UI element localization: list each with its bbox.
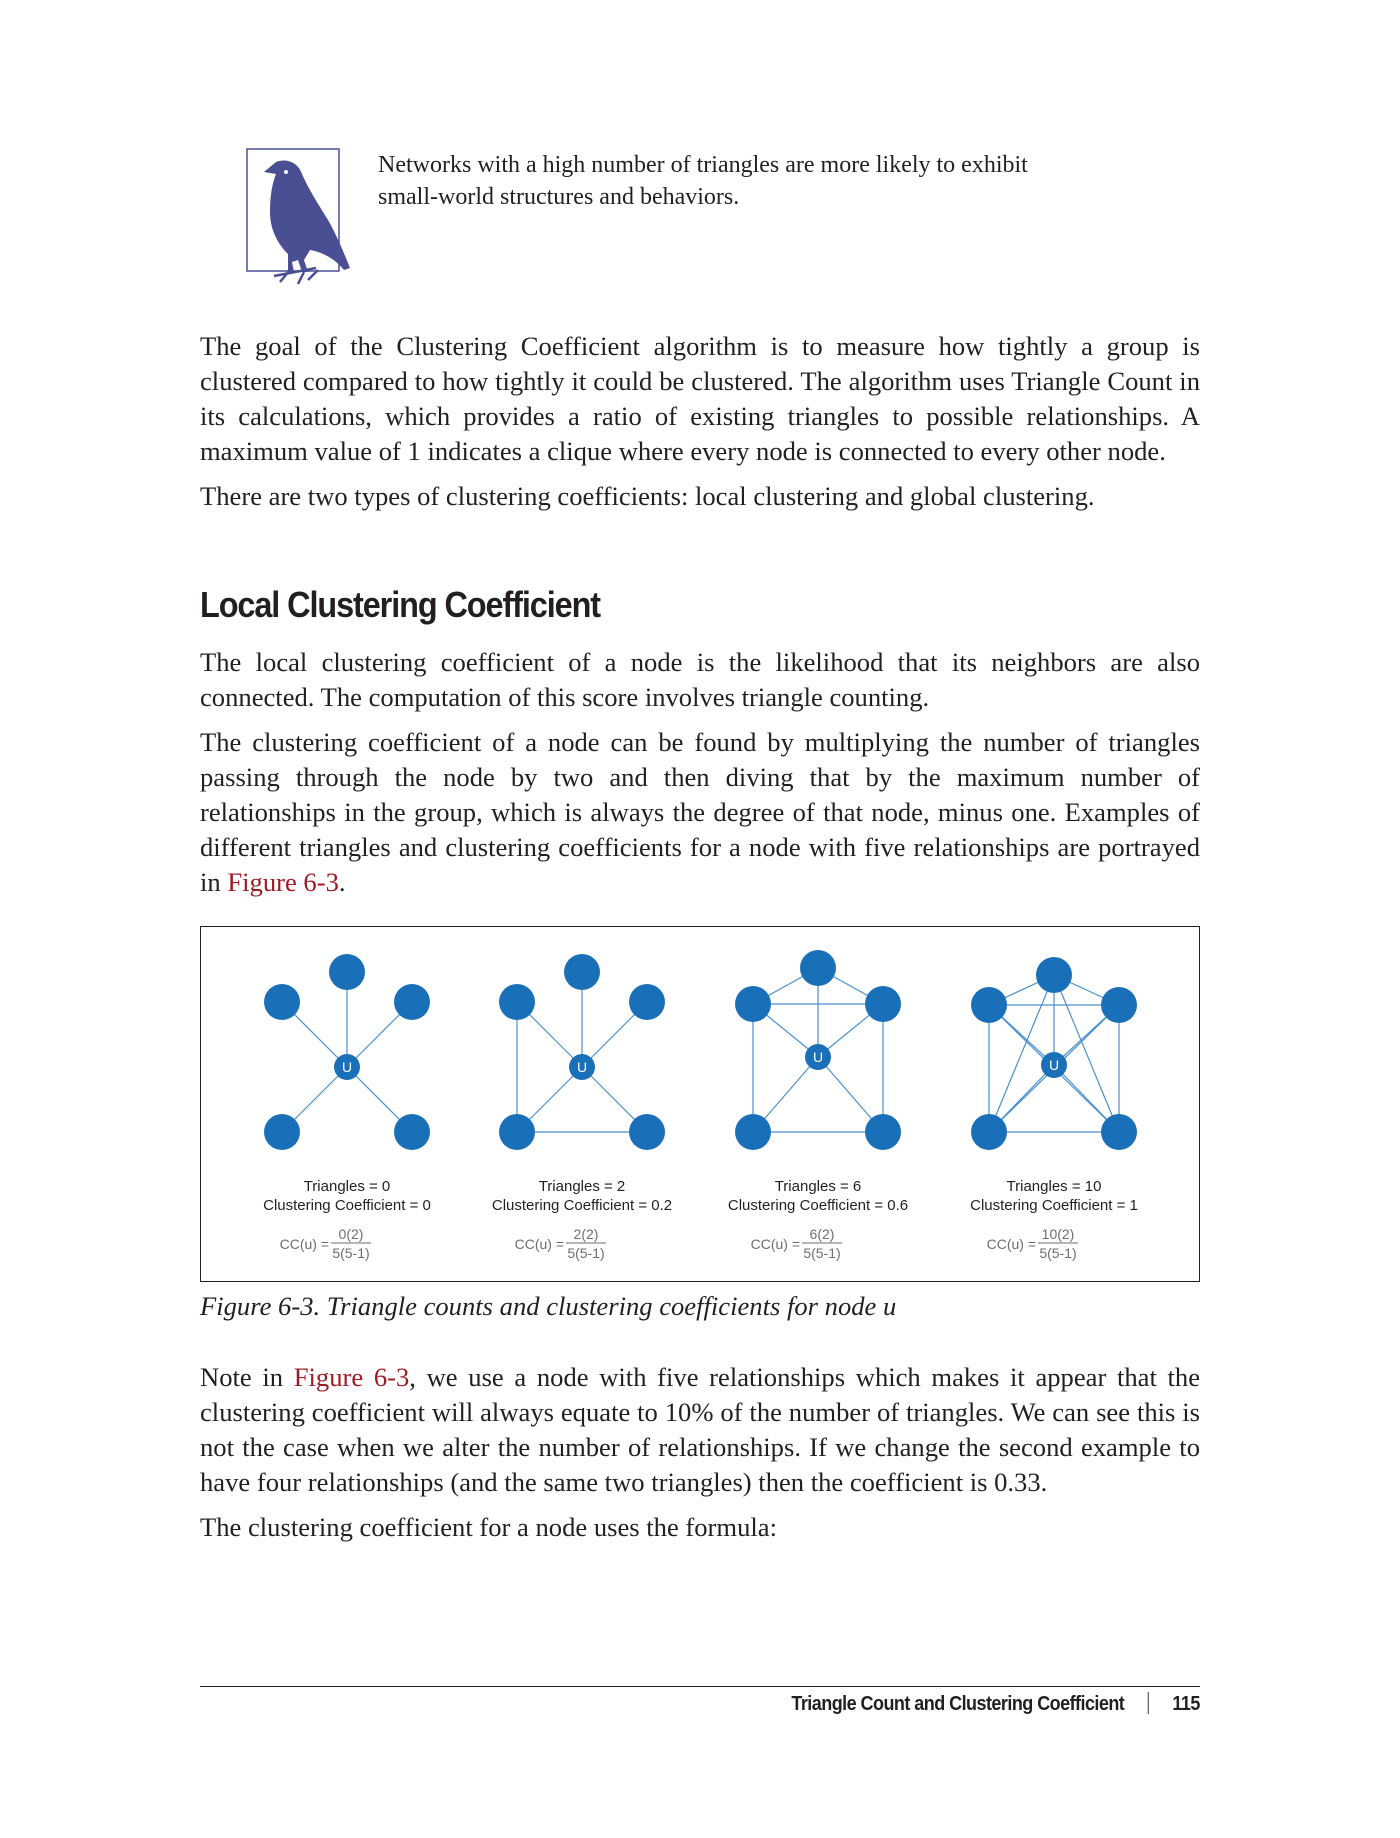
neighbor-node <box>735 1114 771 1150</box>
paragraph-local-definition: The local clustering coefficient of a node is the likelihood that its neighbors are also connected. The computation of this score involves triangle counting. <box>200 647 1200 712</box>
formula-lhs: CC(u) = <box>279 1236 329 1252</box>
paragraph-computation-end: . <box>338 867 346 897</box>
figure-graphs <box>201 927 1201 1283</box>
neighbor-node <box>394 984 430 1020</box>
note-text <box>378 149 1138 213</box>
neighbor-node <box>329 954 365 990</box>
formula-numerator: 2(2) <box>573 1226 599 1242</box>
neighbor-node <box>564 954 600 990</box>
neighbor-node <box>1101 987 1137 1023</box>
running-footer <box>792 1692 1200 1716</box>
paragraph-types: There are two types of clustering coefficients: local clustering and global clustering. <box>200 481 1095 511</box>
formula-denominator: 5(5-1) <box>803 1245 841 1261</box>
clustering-coefficient-label: Clustering Coefficient = 0.2 <box>491 1197 673 1214</box>
neighbor-node <box>499 1114 535 1150</box>
formula-numerator: 10(2) <box>1041 1226 1075 1242</box>
clustering-coefficient-label: Clustering Coefficient = 0.6 <box>727 1197 909 1214</box>
note-line-2: small-world structures and behaviors. <box>378 184 740 210</box>
clustering-coefficient-label: Clustering Coefficient = 1 <box>970 1197 1138 1214</box>
formula-numerator: 6(2) <box>809 1226 835 1242</box>
formula-numerator: 0(2) <box>338 1226 364 1242</box>
neighbor-node <box>264 984 300 1020</box>
node-u-label: U <box>341 1059 353 1075</box>
neighbor-node <box>394 1114 430 1150</box>
formula-denominator: 5(5-1) <box>332 1245 370 1261</box>
graph-panel-1 <box>263 954 431 1261</box>
neighbor-node <box>865 986 901 1022</box>
graph-panel-4 <box>970 957 1138 1261</box>
triangles-label: Triangles = 10 <box>1006 1178 1102 1195</box>
node-u-label: U <box>812 1049 824 1065</box>
page-number: 115 <box>1172 1693 1200 1715</box>
local-cc-paragraphs <box>200 645 1200 900</box>
node-u-label: U <box>1048 1057 1060 1073</box>
neighbor-node <box>499 984 535 1020</box>
note-paragraphs <box>200 1360 1200 1545</box>
neighbor-node <box>865 1114 901 1150</box>
paragraph-note-text: , we use a node with five relationships which makes it appear that the clustering coefficient will always equate to 10% of the number of triangles. We can see this is not the case when we alter the number of relationships. If we change the second example to have four relationships (and the same two triangles) then the coefficient is 0.33. <box>200 1362 1201 1497</box>
triangles-label: Triangles = 0 <box>303 1178 391 1195</box>
formula-denominator: 5(5-1) <box>567 1245 605 1261</box>
triangles-label: Triangles = 6 <box>774 1178 862 1195</box>
section-heading: Local Clustering Coefficient <box>200 584 601 625</box>
neighbor-node <box>1101 1114 1137 1150</box>
paragraph-computation-text: The clustering coefficient of a node can be found by multiplying the number of triangles passing through the node by two and then diving that by the maximum number of relationships in the group, which is always the degree of that node, minus one. Examples of different triangles and clustering coefficients for a node with five relationships are portrayed in <box>200 727 1200 897</box>
intro-paragraphs <box>200 329 1200 514</box>
paragraph-formula-intro: The clustering coefficient for a node uses the formula: <box>200 1512 777 1542</box>
triangles-label: Triangles = 2 <box>538 1178 626 1195</box>
footer-section-title: Triangle Count and Clustering Coefficient <box>791 1693 1125 1715</box>
formula-lhs: CC(u) = <box>514 1236 564 1252</box>
paragraph-note-start: Note in <box>200 1362 294 1392</box>
figure-6-3 <box>200 926 1200 1282</box>
figure-link[interactable]: Figure 6-3 <box>227 867 339 897</box>
neighbor-node <box>971 1114 1007 1150</box>
clustering-coefficient-label: Clustering Coefficient = 0 <box>263 1197 431 1214</box>
neighbor-node <box>629 984 665 1020</box>
node-u-label: U <box>576 1059 588 1075</box>
neighbor-node <box>971 987 1007 1023</box>
neighbor-node <box>735 986 771 1022</box>
neighbor-node <box>800 950 836 986</box>
footer-separator <box>1148 1692 1149 1714</box>
neighbor-node <box>264 1114 300 1150</box>
neighbor-node <box>1036 957 1072 993</box>
formula-lhs: CC(u) = <box>750 1236 800 1252</box>
figure-caption: Figure 6-3. Triangle counts and clustering coefficients for node u <box>200 1291 897 1321</box>
graph-panel-3 <box>728 950 908 1261</box>
formula-lhs: CC(u) = <box>986 1236 1036 1252</box>
note-line-1: Networks with a high number of triangles are more likely to exhibit <box>378 152 1028 178</box>
formula-denominator: 5(5-1) <box>1039 1245 1077 1261</box>
paragraph-computation <box>200 725 1200 900</box>
paragraph-note <box>200 1360 1200 1500</box>
neighbor-node <box>629 1114 665 1150</box>
paragraph-goal: The goal of the Clustering Coefficient algorithm is to measure how tightly a group is clustered compared to how tightly it could be clustered. The algorithm uses Triangle Count in its calculations, which provides a ratio of existing triangles to possible relationships. A maximum value of 1 indicates a clique where every node is connected to every other node. <box>200 331 1200 466</box>
footer-rule <box>200 1686 1200 1687</box>
figure-link[interactable]: Figure 6-3 <box>293 1362 410 1392</box>
graph-panel-2 <box>492 954 672 1261</box>
crow-icon <box>246 148 353 288</box>
